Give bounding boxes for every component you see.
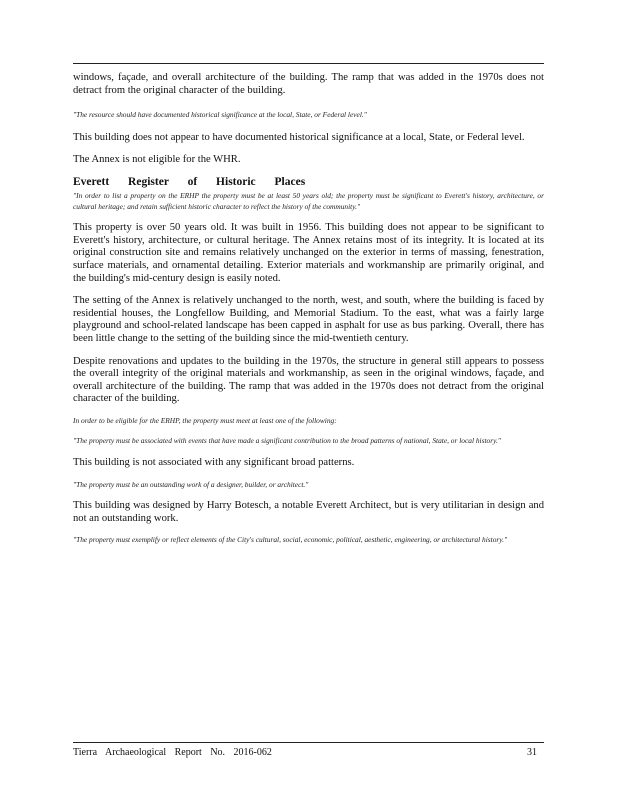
criterion-quote-significance: "The resource should have documented historical significance at the local, State, or Federal level.": [73, 110, 367, 120]
paragraph-whr-eligibility: The Annex is not eligible for the WHR.: [73, 154, 241, 166]
criterion-quote-events: "The property must be associated with events that have made a significant contribution to the broad patterns of national, State, or local history.": [73, 436, 501, 446]
footer-rule: [73, 742, 544, 743]
paragraph-renovations: Despite renovations and updates to the building in the 1970s, the structure in general still appears to possess the overall integrity of the original materials and workmanship, as seen in the original windows, façade, and overall architecture of the building. The ramp that was added in the 1970s does not detract from the original character of the building.: [73, 355, 544, 405]
criterion-intro: In order to be eligible for the ERHP, the property must meet at least one of the following:: [73, 415, 337, 425]
section-heading: Everett Register of Historic Places: [73, 175, 306, 188]
criterion-quote-designer: "The property must be an outstanding work of a designer, builder, or architect.": [73, 479, 309, 489]
footer-report-title: Tierra Archaeological Report No. 2016-062: [73, 747, 272, 758]
criterion-quote-erhp: "In order to list a property on the ERHP the property must be at least 50 years old; the property must be significant to Everett's history, architecture, or cultural heritage; and retain sufficient historic character to reflect the history of the community.": [73, 190, 544, 211]
paragraph-setting: The setting of the Annex is relatively unchanged to the north, west, and south, where the building is faced by residential houses, the Longfellow Building, and Memorial Stadium. To the east, what was a fairly large playground and school-related landscape has been capped in asphalt for use as bus parking. Overall, there has been little change to the setting of the building since the mid-twentieth century.: [73, 295, 544, 344]
paragraph-significance: This building does not appear to have documented historical significance at a local, State, or Federal level.: [73, 131, 525, 143]
paragraph-continuation: windows, façade, and overall architecture of the building. The ramp that was added in the 1970s does not detract from the original character of the building.: [73, 72, 544, 96]
paragraph-age-integrity: This property is over 50 years old. It was built in 1956. This building does not appear to be significant to Everett's history, architecture, or cultural heritage. The Annex retains most of its integrity. It is located at its original construction site and remains relatively unchanged on the exterior in terms of massing, fenestration, surface materials, and ornamental detailing. Exterior materials and workmanship are primarily original, and the building's mid-century design is easily noted.: [73, 222, 544, 284]
paragraph-patterns: This building is not associated with any significant broad patterns.: [73, 457, 355, 469]
criterion-quote-elements: "The property must exemplify or reflect elements of the City's cultural, social, economic, political, aesthetic, engineering, or architectural history.": [73, 535, 508, 545]
header-rule: [73, 63, 544, 64]
page-number: 31: [527, 747, 537, 758]
paragraph-designer: This building was designed by Harry Botesch, a notable Everett Architect, but is very utilitarian in design and not an outstanding work.: [73, 500, 544, 524]
page-body: [73, 72, 544, 546]
